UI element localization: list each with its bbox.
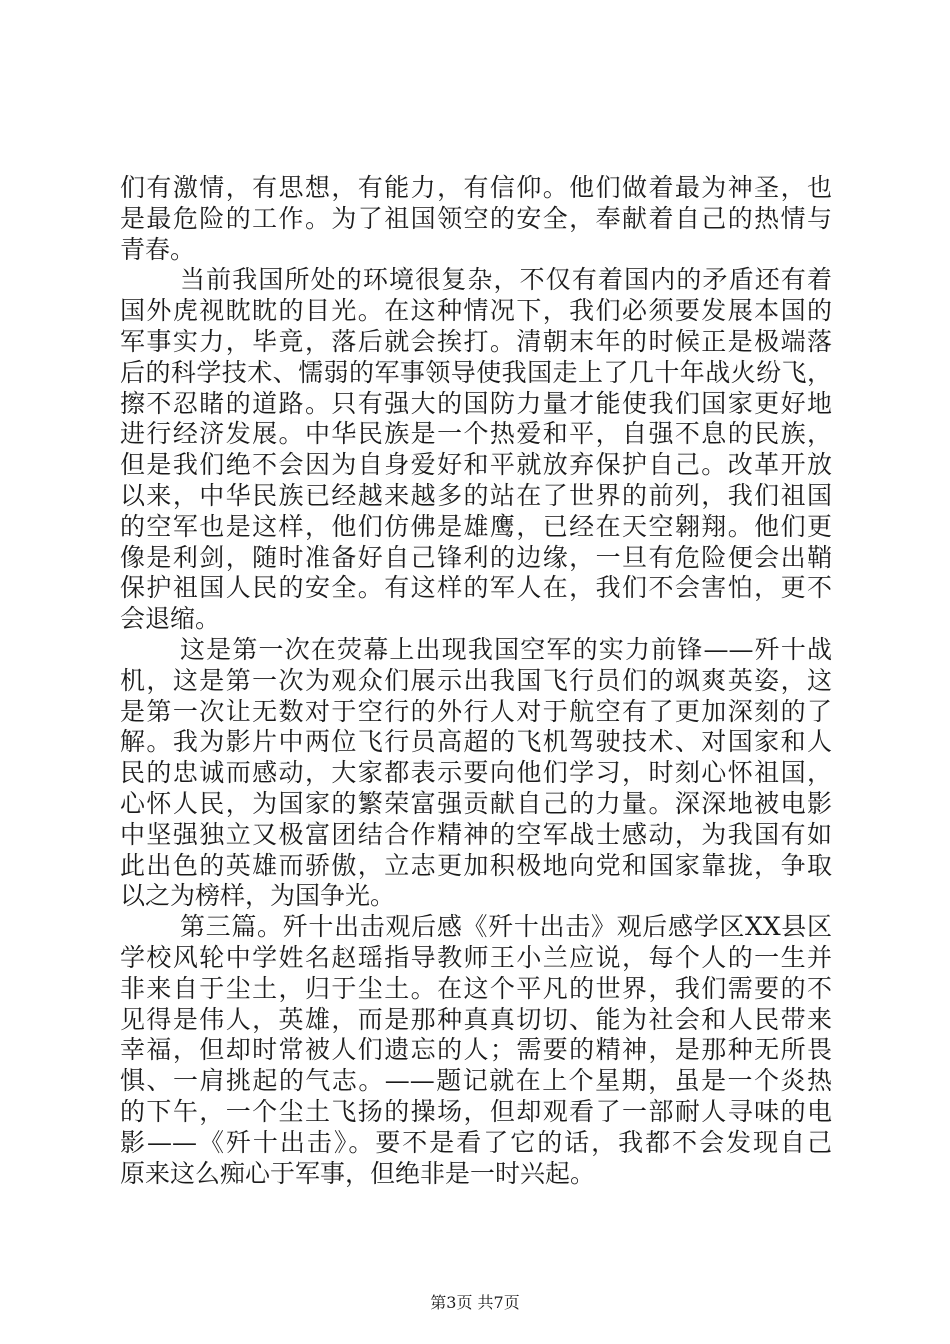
text-line: 此出色的英雄而骄傲，立志更加积极地向党和国家靠拢，争取 xyxy=(120,850,832,880)
text-line: 第三篇。歼十出击观后感《歼十出击》观后感学区XX县区 xyxy=(180,912,832,942)
text-line: 民的忠诚而感动，大家都表示要向他们学习，时刻心怀祖国， xyxy=(120,758,832,788)
text-line: 军事实力，毕竟，落后就会挨打。清朝末年的时候正是极端落 xyxy=(120,326,832,356)
page-footer: 第3页 共7页 xyxy=(430,1293,520,1312)
text-line: 机，这是第一次为观众们展示出我国飞行员们的飒爽英姿，这 xyxy=(120,665,832,695)
paragraph xyxy=(120,635,832,912)
document-body xyxy=(120,173,832,1189)
text-line: 但是我们绝不会因为自身爱好和平就放弃保护自己。改革开放 xyxy=(120,450,832,480)
text-line: 是最危险的工作。为了祖国领空的安全，奉献着自己的热情与 xyxy=(120,203,832,233)
text-line: 的下午，一个尘土飞扬的操场，但却观看了一部耐人寻味的电 xyxy=(120,1096,832,1126)
text-line: 这是第一次在荧幕上出现我国空军的实力前锋——歼十战 xyxy=(180,634,832,664)
text-line: 进行经济发展。中华民族是一个热爱和平，自强不息的民族， xyxy=(120,419,832,449)
paragraph xyxy=(120,173,832,265)
text-line: 心怀人民，为国家的繁荣富强贡献自己的力量。深深地被电影 xyxy=(120,788,832,818)
text-line: 们有激情，有思想，有能力，有信仰。他们做着最为神圣，也 xyxy=(120,173,832,202)
text-line: 见得是伟人，英雄，而是那种真真切切、能为社会和人民带来 xyxy=(120,1004,832,1034)
text-line: 非来自于尘土，归于尘土。在这个平凡的世界，我们需要的不 xyxy=(120,973,832,1003)
text-line: 国外虎视眈眈的目光。在这种情况下，我们必须要发展本国的 xyxy=(120,296,832,326)
text-line: 后的科学技术、懦弱的军事领导使我国走上了几十年战火纷飞， xyxy=(120,357,832,387)
text-line: 会退缩。 xyxy=(120,604,221,634)
text-line: 保护祖国人民的安全。有这样的军人在，我们不会害怕，更不 xyxy=(120,573,832,603)
text-line: 当前我国所处的环境很复杂，不仅有着国内的矛盾还有着 xyxy=(180,265,832,295)
text-line: 擦不忍睹的道路。只有强大的国防力量才能使我们国家更好地 xyxy=(120,388,832,418)
paragraph xyxy=(120,912,832,1189)
text-line: 幸福，但却时常被人们遗忘的人；需要的精神，是那种无所畏 xyxy=(120,1035,832,1065)
text-line: 以之为榜样，为国争光。 xyxy=(120,881,396,911)
text-line: 是第一次让无数对于空行的外行人对于航空有了更加深刻的了 xyxy=(120,696,832,726)
text-line: 学校风轮中学姓名赵瑶指导教师王小兰应说，每个人的一生并 xyxy=(120,942,832,972)
text-line: 中坚强独立又极富团结合作精神的空军战士感动，为我国有如 xyxy=(120,819,832,849)
text-line: 以来，中华民族已经越来越多的站在了世界的前列，我们祖国 xyxy=(120,480,832,510)
text-line: 惧、一肩挑起的气志。——题记就在上个星期，虽是一个炎热 xyxy=(120,1066,832,1096)
paragraph xyxy=(120,265,832,635)
text-line: 原来这么痴心于军事，但绝非是一时兴起。 xyxy=(120,1158,596,1188)
text-line: 解。我为影片中两位飞行员高超的飞机驾驶技术、对国家和人 xyxy=(120,727,832,757)
text-line: 影——《歼十出击》。要不是看了它的话，我都不会发现自己 xyxy=(120,1127,832,1157)
text-line: 的空军也是这样，他们仿佛是雄鹰，已经在天空翱翔。他们更 xyxy=(120,511,832,541)
text-line: 青春。 xyxy=(120,234,196,264)
text-line: 像是利剑，随时准备好自己锋利的边缘，一旦有危险便会出鞘 xyxy=(120,542,832,572)
